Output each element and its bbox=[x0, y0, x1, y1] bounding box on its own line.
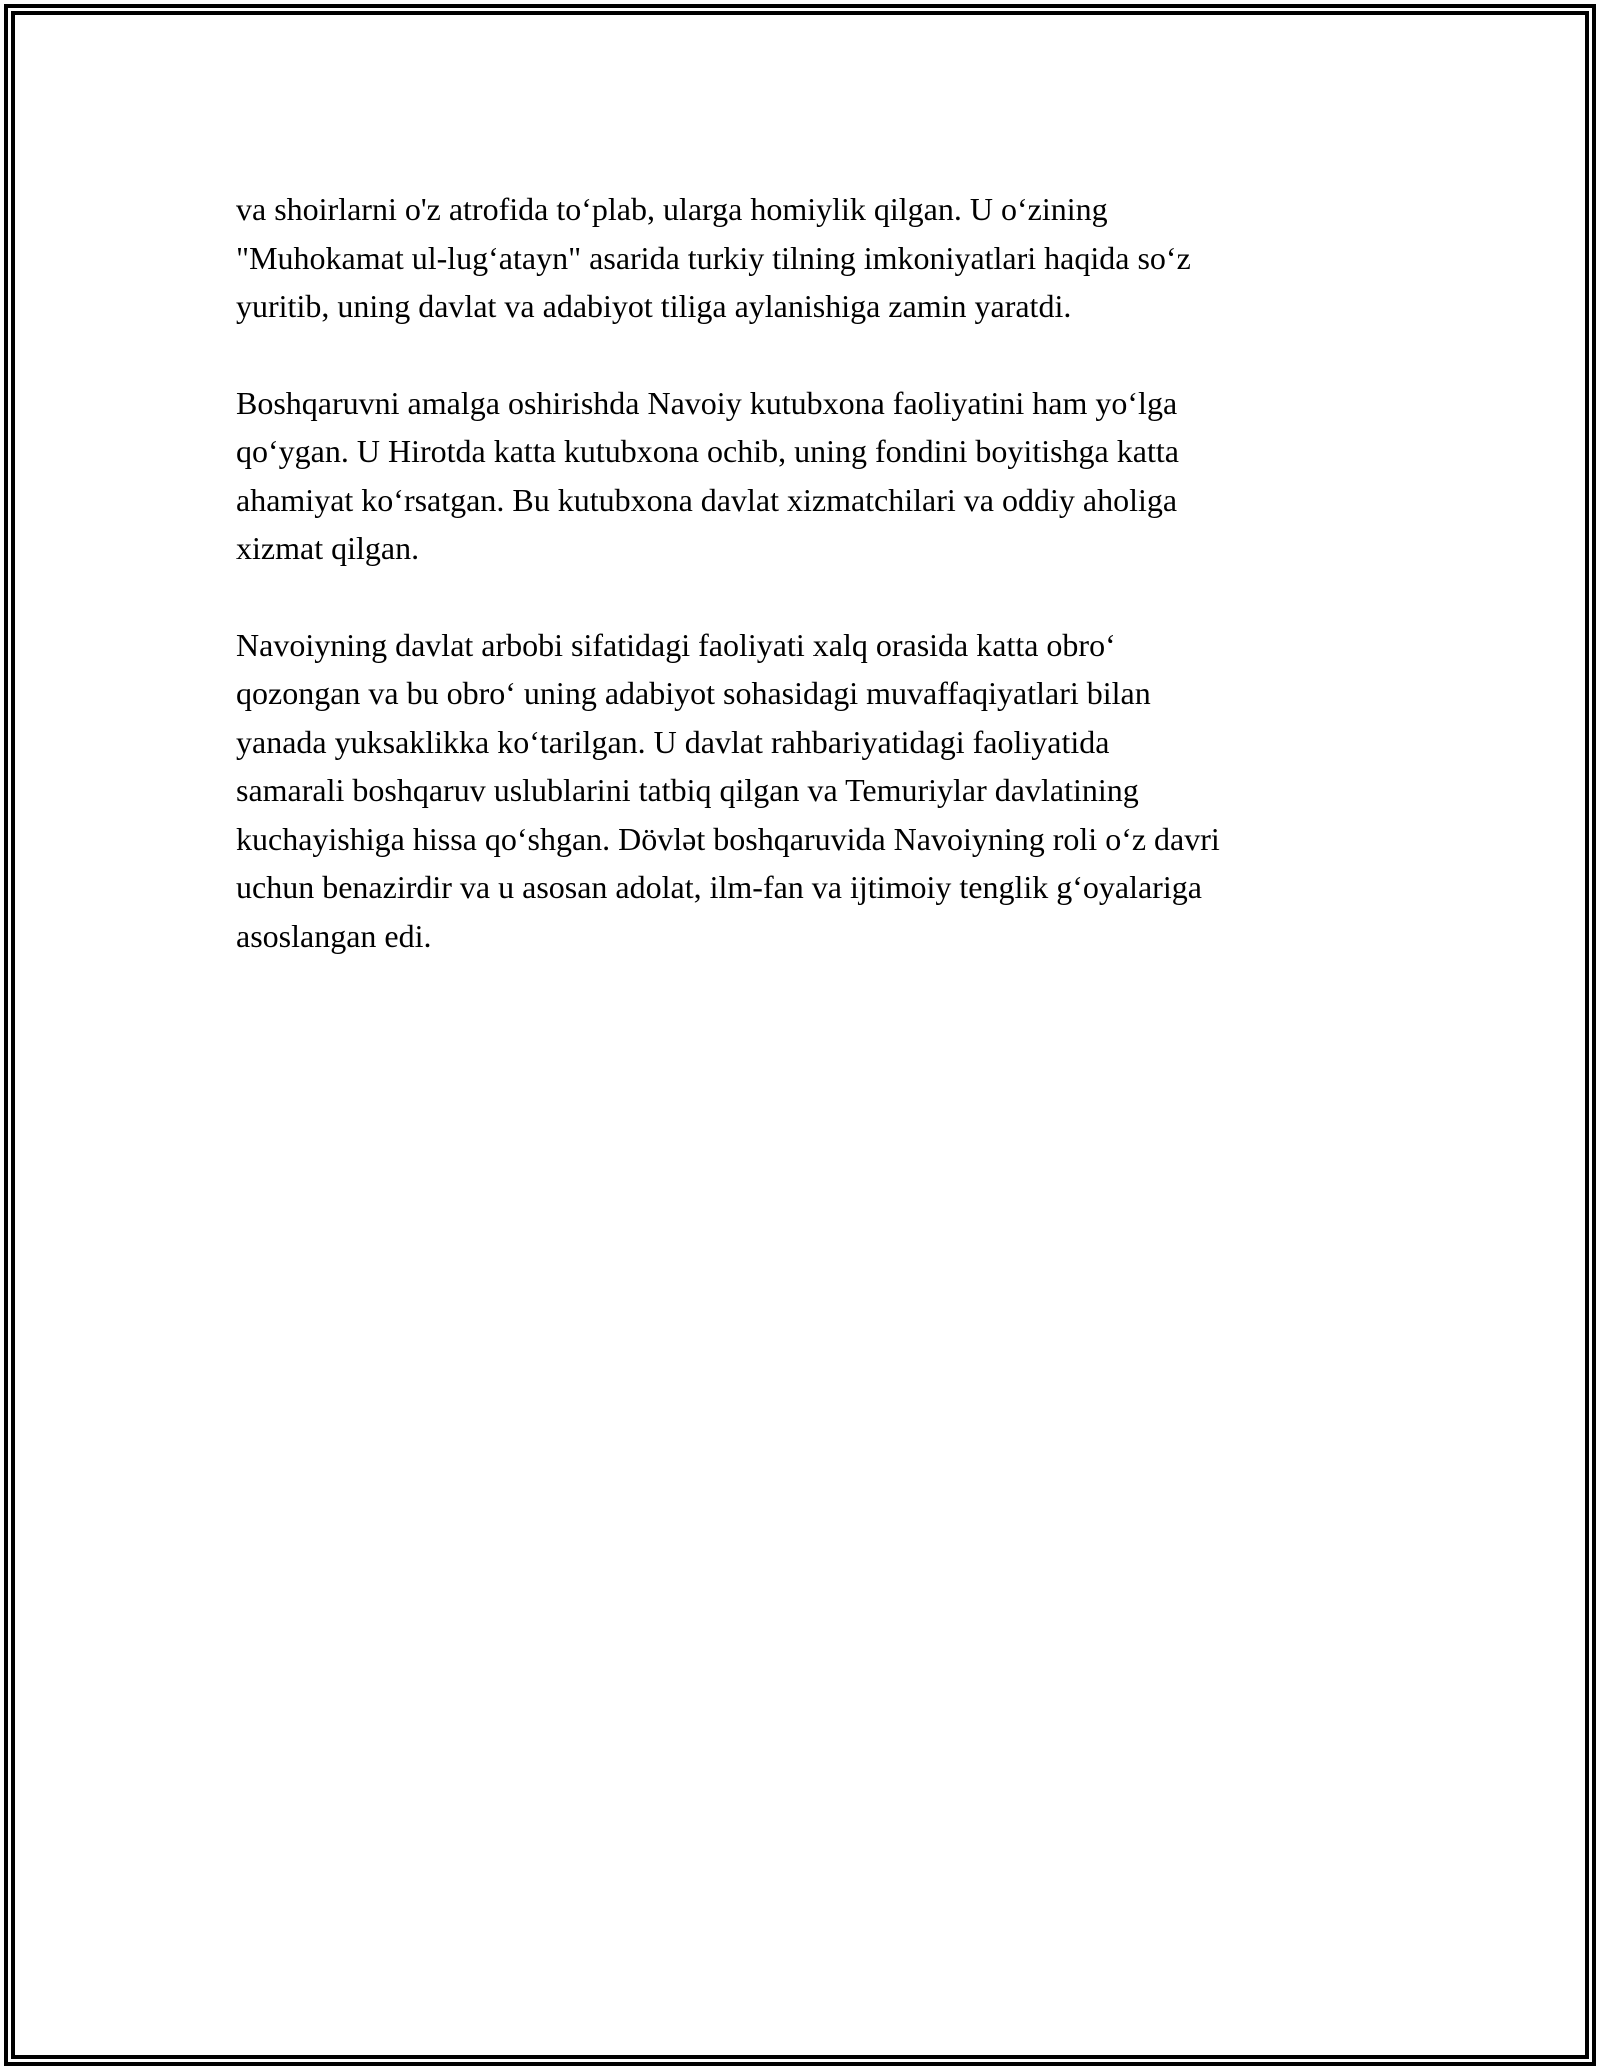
text-line: ahamiyat ko‘rsatgan. Bu kutubxona davlat xizmatchilari va oddiy aholiga bbox=[236, 481, 1178, 518]
text-line: qozongan va bu obro‘ uning adabiyot sohasidagi muvaffaqiyatlari bilan bbox=[236, 675, 1151, 711]
text-line: samarali boshqaruv uslublarini tatbiq qilgan va Temuriylar davlatining bbox=[236, 772, 1139, 808]
text-line: "Muhokamat ul-lug‘atayn" asarida turkiy tilning imkoniyatlari haqida so‘z bbox=[236, 239, 1191, 276]
text-line: Navoiyning davlat arbobi sifatidagi faoliyati xalq orasida katta obro‘ bbox=[236, 626, 1116, 663]
text-line: kuchayishiga hissa qo‘shgan. Dövlət boshqaruvida Navoiyning roli o‘z davri bbox=[236, 820, 1220, 857]
paragraph-2 bbox=[236, 379, 1376, 573]
text-line: uchun benazirdir va u asosan adolat, ilm-fan va ijtimoiy tenglik g‘oyalariga bbox=[236, 869, 1202, 905]
text-line: xizmat qilgan. bbox=[236, 530, 420, 566]
text-line: yuritib, uning davlat va adabiyot tiliga aylanishiga zamin yaratdi. bbox=[236, 288, 1072, 324]
paragraph-3 bbox=[236, 621, 1376, 961]
text-line: Boshqaruvni amalga oshirishda Navoiy kutubxona faoliyatini ham yo‘lga bbox=[236, 384, 1178, 421]
document-body bbox=[236, 185, 1376, 1008]
text-line: qo‘ygan. U Hirotda katta kutubxona ochib, uning fondini boyitishga katta bbox=[236, 433, 1179, 469]
text-line: asoslangan edi. bbox=[236, 917, 432, 954]
text-line: va shoirlarni o'z atrofida to‘plab, ularga homiylik qilgan. U o‘zining bbox=[236, 191, 1108, 227]
text-line: yanada yuksaklikka ko‘tarilgan. U davlat rahbariyatidagi faoliyatida bbox=[236, 723, 1110, 760]
paragraph-1 bbox=[236, 185, 1376, 331]
